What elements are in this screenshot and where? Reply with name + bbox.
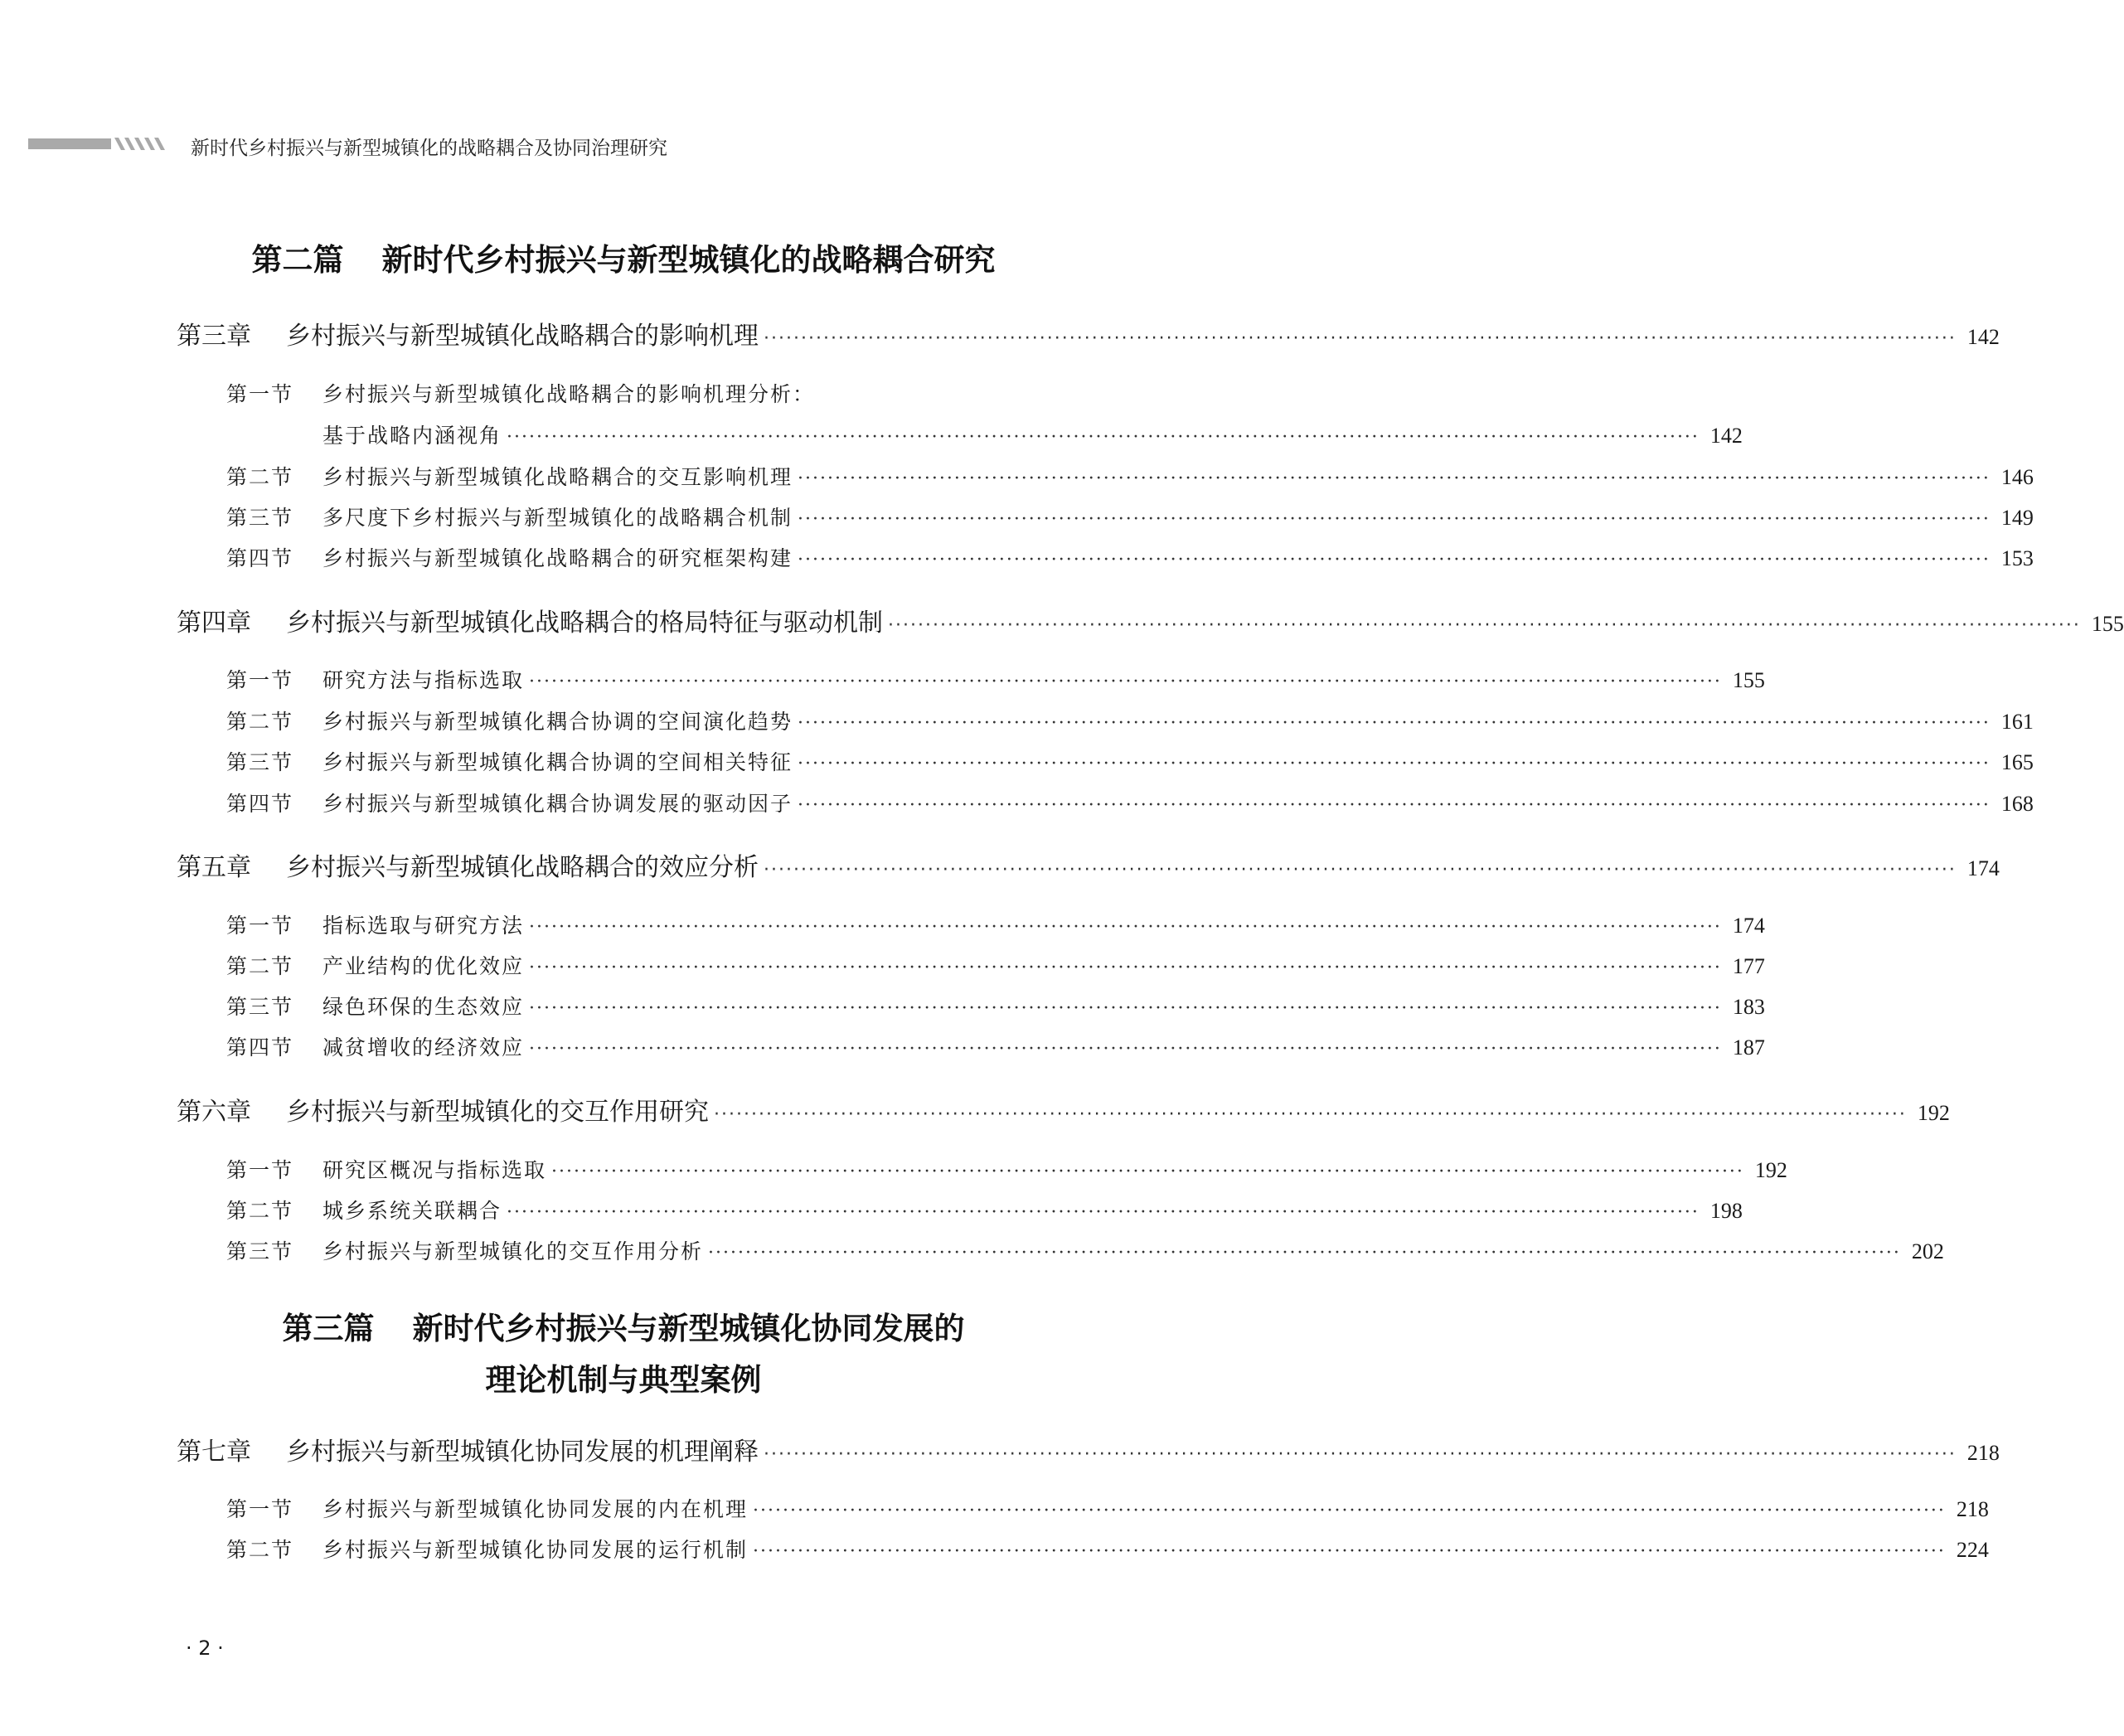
leader-dots: ································································································································································	[888, 615, 2081, 636]
section-number: 第一节	[226, 914, 294, 938]
section-title: 减贫增收的经济效应	[322, 1035, 525, 1060]
leader-dots: ································································································································································	[507, 427, 1700, 448]
page-number: · 2 ·	[186, 1637, 224, 1660]
section-number: 第四节	[226, 792, 294, 816]
leader-dots: ································································································································································	[764, 328, 1957, 349]
leader-dots: ································································································································································	[764, 860, 1957, 880]
section-number: 第二节	[226, 954, 294, 978]
section-title: 多尺度下乡村振兴与新型城镇化的战略耦合机制	[322, 506, 793, 530]
section-title: 产业结构的优化效应	[322, 954, 525, 978]
part-title	[0, 1303, 1247, 1348]
section-title: 研究方法与指标选取	[322, 668, 525, 692]
section-number: 第三节	[226, 995, 294, 1019]
section-number: 第一节	[226, 1158, 294, 1182]
page-ref: 198	[1709, 1199, 1743, 1223]
page-ref: 218	[1956, 1497, 1989, 1521]
section-number: 第二节	[226, 465, 294, 489]
chapter-number: 第四章	[177, 609, 251, 638]
section-title: 城乡系统关联耦合	[322, 1199, 502, 1223]
part-number: 第三篇	[282, 1311, 375, 1346]
header-decoration-slash	[114, 138, 125, 150]
section-title: 指标选取与研究方法	[322, 914, 525, 938]
toc-section-entry[interactable]	[226, 1534, 1989, 1564]
toc-section-entry-continuation[interactable]	[322, 419, 1743, 449]
toc-section-entry[interactable]	[226, 1493, 1989, 1523]
book-title: 新时代乡村振兴与新型城镇化的战略耦合及协同治理研究	[191, 138, 667, 159]
toc-section-entry[interactable]	[226, 1195, 1743, 1224]
page-ref: 149	[2000, 506, 2034, 530]
header-decoration-slash	[134, 138, 145, 150]
chapter-title: 乡村振兴与新型城镇化协同发展的机理阐释	[286, 1438, 759, 1467]
part-name: 新时代乡村振兴与新型城镇化的战略耦合研究	[381, 242, 996, 278]
page-ref: 146	[2000, 465, 2034, 489]
toc-section-entry[interactable]	[226, 991, 1765, 1021]
toc-section-entry[interactable]	[226, 746, 2034, 776]
part-title-line2	[0, 1355, 1247, 1399]
page-ref: 183	[1732, 995, 1765, 1019]
section-title: 乡村振兴与新型城镇化战略耦合的研究框架构建	[322, 546, 793, 570]
leader-dots: ································································································································································	[529, 917, 1722, 938]
toc-chapter-entry[interactable]	[177, 602, 2124, 638]
section-number: 第三节	[226, 750, 294, 774]
toc-section-entry[interactable]	[226, 378, 1087, 408]
toc-section-entry[interactable]	[226, 1154, 1787, 1184]
part-title	[0, 235, 1247, 279]
section-number: 第一节	[226, 668, 294, 692]
section-number: 第四节	[226, 546, 294, 570]
toc-section-entry[interactable]	[226, 502, 2034, 531]
header-decoration-slash	[144, 138, 155, 150]
leader-dots: ································································································································································	[753, 1541, 1946, 1562]
page-ref: 192	[1754, 1158, 1787, 1182]
part-name-continuation: 理论机制与典型案例	[485, 1362, 762, 1398]
page-ref: 155	[2091, 612, 2124, 636]
section-number: 第二节	[226, 710, 294, 734]
page-ref: 155	[1732, 668, 1765, 692]
toc-section-entry[interactable]	[226, 950, 1765, 980]
section-number: 第二节	[226, 1538, 294, 1562]
page-ref: 177	[1732, 954, 1765, 978]
leader-dots: ································································································································································	[798, 713, 1991, 734]
section-title: 乡村振兴与新型城镇化战略耦合的交互影响机理	[322, 465, 793, 489]
page-ref: 174	[1732, 914, 1765, 938]
toc-chapter-entry[interactable]	[177, 846, 2000, 883]
toc-section-entry[interactable]	[226, 706, 2034, 735]
chapter-number: 第三章	[177, 322, 251, 351]
section-number: 第三节	[226, 506, 294, 530]
toc-section-entry[interactable]	[226, 1235, 1944, 1265]
leader-dots: ································································································································································	[798, 550, 1991, 570]
page-ref: 161	[2000, 710, 2034, 734]
page-ref: 142	[1709, 424, 1743, 448]
section-title: 乡村振兴与新型城镇化协同发展的内在机理	[322, 1497, 749, 1521]
leader-dots: ································································································································································	[507, 1202, 1700, 1223]
page-ref: 224	[1956, 1538, 1989, 1562]
section-title: 乡村振兴与新型城镇化协同发展的运行机制	[322, 1538, 749, 1562]
page-ref: 202	[1911, 1239, 1944, 1263]
section-number: 第三节	[226, 1239, 294, 1263]
toc-section-entry[interactable]	[226, 461, 2034, 491]
chapter-title: 乡村振兴与新型城镇化战略耦合的影响机理	[286, 322, 759, 351]
section-title-continuation: 基于战略内涵视角	[322, 424, 502, 448]
chapter-number: 第六章	[177, 1098, 251, 1127]
section-title: 绿色环保的生态效应	[322, 995, 525, 1019]
leader-dots: ································································································································································	[798, 468, 1991, 489]
part-number: 第二篇	[251, 242, 344, 278]
section-title: 乡村振兴与新型城镇化耦合协调发展的驱动因子	[322, 792, 793, 816]
toc-chapter-entry[interactable]	[177, 315, 2000, 352]
leader-dots: ································································································································································	[529, 1039, 1722, 1060]
section-title: 乡村振兴与新型城镇化战略耦合的影响机理分析：	[322, 382, 816, 406]
toc-section-entry[interactable]	[226, 664, 1765, 694]
leader-dots: ································································································································································	[764, 1444, 1957, 1465]
header-decoration-slash	[154, 138, 165, 150]
header-decoration-bar	[28, 138, 111, 149]
section-number: 第一节	[226, 382, 294, 406]
chapter-number: 第五章	[177, 853, 251, 882]
header-decoration-slash	[124, 138, 135, 150]
leader-dots: ································································································································································	[798, 754, 1991, 774]
leader-dots: ································································································································································	[708, 1243, 1901, 1263]
leader-dots: ································································································································································	[529, 958, 1722, 978]
leader-dots: ································································································································································	[551, 1161, 1744, 1182]
section-title: 研究区概况与指标选取	[322, 1158, 547, 1182]
chapter-title: 乡村振兴与新型城镇化战略耦合的效应分析	[286, 853, 759, 882]
page-ref: 142	[1966, 325, 2000, 349]
page-ref: 168	[2000, 792, 2034, 816]
leader-dots: ································································································································································	[798, 509, 1991, 530]
section-number: 第一节	[226, 1497, 294, 1521]
leader-dots: ································································································································································	[714, 1104, 1907, 1125]
chapter-title: 乡村振兴与新型城镇化的交互作用研究	[286, 1098, 709, 1127]
toc-section-entry[interactable]	[226, 788, 2034, 817]
leader-dots: ································································································································································	[798, 795, 1991, 816]
toc-section-entry[interactable]	[226, 1031, 1765, 1061]
chapter-title: 乡村振兴与新型城镇化战略耦合的格局特征与驱动机制	[286, 609, 883, 638]
toc-section-entry[interactable]	[226, 542, 2034, 572]
leader-dots: ································································································································································	[529, 672, 1722, 692]
page-ref: 174	[1966, 856, 2000, 880]
section-title: 乡村振兴与新型城镇化的交互作用分析	[322, 1239, 704, 1263]
section-number: 第四节	[226, 1035, 294, 1060]
leader-dots: ································································································································································	[529, 998, 1722, 1019]
toc-chapter-entry[interactable]	[177, 1091, 1950, 1127]
page-ref: 187	[1732, 1035, 1765, 1060]
section-title: 乡村振兴与新型城镇化耦合协调的空间相关特征	[322, 750, 793, 774]
toc-section-entry[interactable]	[226, 909, 1765, 939]
page-ref: 192	[1917, 1101, 1950, 1125]
chapter-number: 第七章	[177, 1438, 251, 1467]
section-number: 第二节	[226, 1199, 294, 1223]
page-ref: 165	[2000, 750, 2034, 774]
toc-chapter-entry[interactable]	[177, 1431, 2000, 1467]
section-title: 乡村振兴与新型城镇化耦合协调的空间演化趋势	[322, 710, 793, 734]
page-ref: 218	[1966, 1441, 2000, 1465]
part-name: 新时代乡村振兴与新型城镇化协同发展的	[412, 1311, 965, 1346]
page-ref: 153	[2000, 546, 2034, 570]
leader-dots: ································································································································································	[753, 1501, 1946, 1521]
running-header	[28, 133, 1222, 158]
